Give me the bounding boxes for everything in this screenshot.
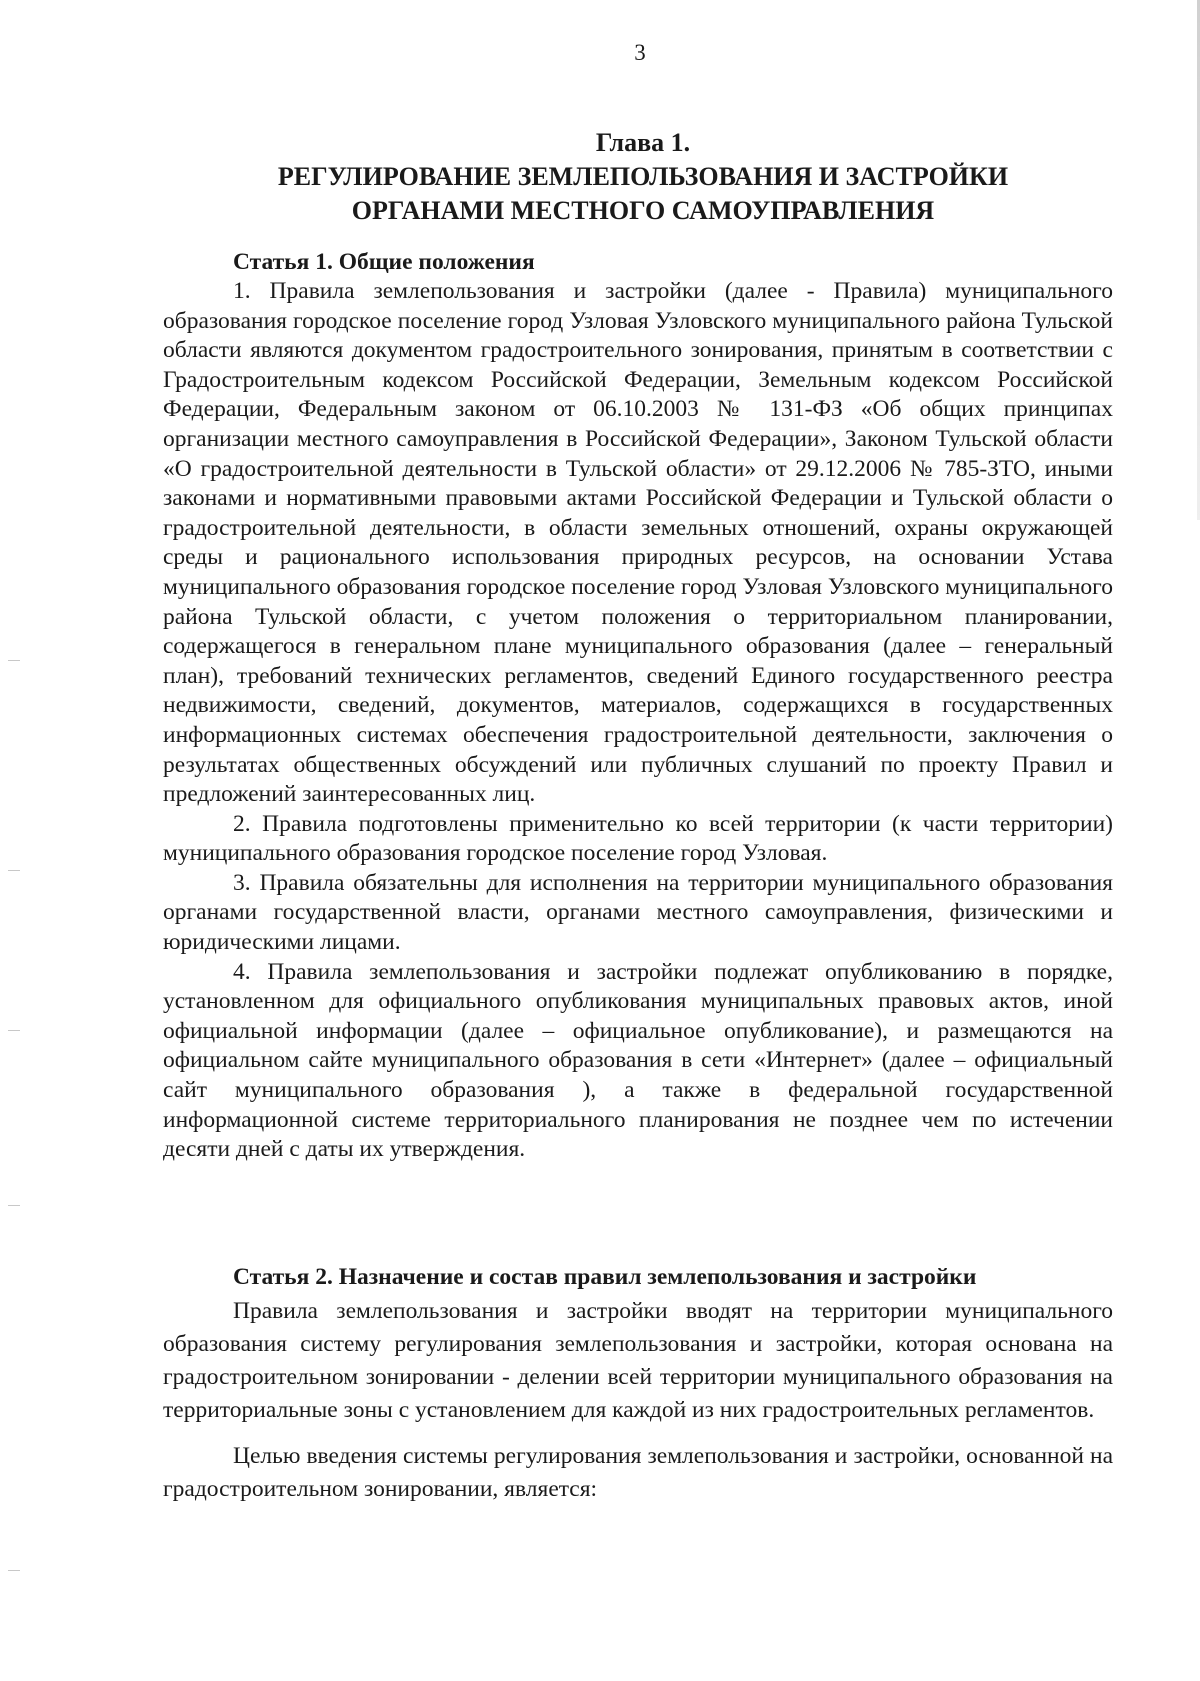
scan-margin-mark: [8, 1205, 20, 1206]
chapter-title-line-1: РЕГУЛИРОВАНИЕ ЗЕМЛЕПОЛЬЗОВАНИЯ И ЗАСТРОЙКИ: [277, 162, 1009, 191]
article-1-paragraph-4: 4. Правила землепользования и застройки подлежат опубликованию в порядке, установленном для официального опубликования муниципальных правовых актов, иной официальной информации (далее – официальное опубликование), и размещаются на официальном сайте муниципального образования в сети «Интернет» (далее – официальный сайт муниципального образования ), а также в федеральной государственной информационной системе территориального планирования не позднее чем по истечении десяти дней с даты их утверждения.: [163, 958, 1113, 1163]
scan-margin-mark: [8, 870, 20, 871]
scan-margin-mark: [8, 1570, 20, 1571]
article-1-paragraph-1: 1. Правила землепользования и застройки (далее - Правила) муниципального образования городское поселение город Узловая Узловского муниципального района Тульской области являются документом градостроительного зонирования, принятым в соответствии с Градостроительным кодексом Российской Федерации, Земельным кодексом Российской Федерации, Федеральным законом от 06.10.2003 № 131-ФЗ «Об общих принципах организации местного самоуправления в Российской Федерации», Законом Тульской области «О градостроительной деятельности в Тульской области» от 29.12.2006 № 785-ЗТО, иными законами и нормативными правовыми актами Российской Федерации и Тульской области о градостроительной деятельности, в области земельных отношений, охраны окружающей среды и рационального использования природных ресурсов, на основании Устава муниципального образования городское поселение город Узловая Узловского муниципального района Тульской области, с учетом положения о территориальном планировании, содержащегося в генеральном плане муниципального образования (далее – генеральный план), требований технических регламентов, сведений Единого государственного реестра недвижимости, сведений, документов, материалов, содержащихся в государственных информационных системах обеспечения градостроительной деятельности, заключения о результатах общественных обсуждений или публичных слушаний по проекту Правил и предложений заинтересованных лиц.: [163, 278, 1113, 808]
chapter-label: Глава 1.: [595, 128, 691, 157]
chapter-title-line-2: ОРГАНАМИ МЕСТНОГО САМОУПРАВЛЕНИЯ: [351, 196, 935, 225]
article-1-heading: Статья 1. Общие положения: [233, 249, 535, 275]
scan-margin-mark: [8, 1030, 20, 1031]
article-2-body: [163, 1295, 1113, 1519]
scan-margin-mark: [8, 660, 20, 661]
article-2-paragraph-2: Целью введения системы регулирования землепользования и застройки, основанной на градостроительном зонировании, является:: [163, 1443, 1113, 1502]
article-1-paragraph-2: 2. Правила подготовлены применительно ко всей территории (к части территории) муниципального образования городское поселение город Узловая.: [163, 810, 1113, 867]
page-number: 3: [634, 40, 646, 65]
article-2-heading: Статья 2. Назначение и состав правил землепользования и застройки: [233, 1264, 977, 1290]
article-1-paragraph-3: 3. Правила обязательны для исполнения на территории муниципального образования органами государственной власти, органами местного самоуправления, физическими и юридическими лицами.: [163, 869, 1113, 956]
article-1-body: [163, 277, 1113, 1165]
article-2-paragraph-1: Правила землепользования и застройки вводят на территории муниципального образования систему регулирования землепользования и застройки, которая основана на градостроительном зонировании - делении всей территории муниципального образования на территориальные зоны с установлением для каждой из них градостроительных регламентов.: [163, 1298, 1113, 1423]
chapter-header: [163, 126, 1123, 228]
